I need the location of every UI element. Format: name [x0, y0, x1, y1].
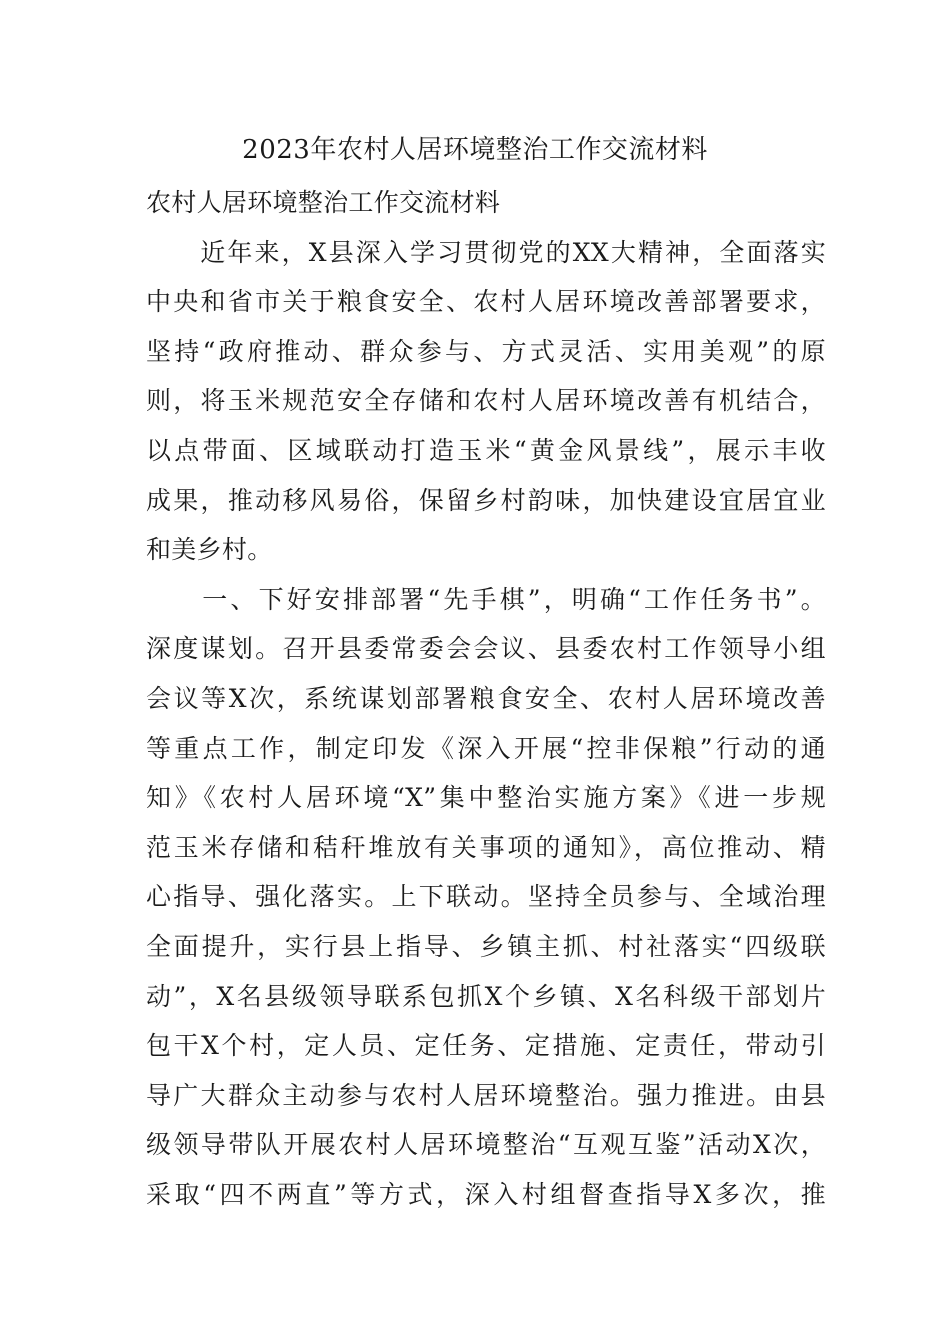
paragraph-line: 全面提升，实行县上指导、乡镇主抓、村社落实“四级联: [146, 931, 826, 961]
paragraph-line: 中央和省市关于粮食安全、农村人居环境改善部署要求，: [146, 287, 826, 317]
paragraph-line: 则，将玉米规范安全存储和农村人居环境改善有机结合，: [146, 386, 826, 416]
paragraph-line: 心指导、强化落实。上下联动。坚持全员参与、全域治理: [146, 882, 826, 912]
paragraph-line: 采取“四不两直”等方式，深入村组督查指导X多次，推: [146, 1179, 826, 1209]
paragraph-line: 以点带面、区域联动打造玉米“黄金风景线”，展示丰收: [146, 435, 826, 465]
paragraph-line: 会议等X次，系统谋划部署粮食安全、农村人居环境改善: [146, 683, 826, 713]
document-subtitle: 农村人居环境整治工作交流材料: [146, 188, 501, 217]
document-body: [146, 178, 826, 1219]
paragraph-line: 知》《农村人居环境“X”集中整治实施方案》《进一步规: [146, 783, 826, 813]
paragraph-line: 坚持“政府推动、群众参与、方式灵活、实用美观”的原: [146, 336, 826, 366]
paragraph-line: 等重点工作，制定印发《深入开展“控非保粮”行动的通: [146, 733, 826, 763]
paragraph-line: 深度谋划。召开县委常委会会议、县委农村工作领导小组: [146, 634, 826, 664]
paragraph-line: 范玉米存储和秸秆堆放有关事项的通知》，高位推动、精: [146, 832, 826, 862]
paragraph-line: 和美乡村。: [146, 535, 273, 565]
section-heading: 一、下好安排部署“先手棋”，明确“工作任务书”。: [146, 584, 826, 614]
paragraph-line: 导广大群众主动参与农村人居环境整治。强力推进。由县: [146, 1080, 826, 1110]
paragraph-line: 近年来，X县深入学习贯彻党的XX大精神，全面落实: [146, 237, 826, 267]
paragraph-line: 成果，推动移风易俗，保留乡村韵味，加快建设宜居宜业: [146, 485, 826, 515]
paragraph-line: 级领导带队开展农村人居环境整治“互观互鉴”活动X次，: [146, 1130, 826, 1160]
paragraph-line: 动”，X名县级领导联系包抓X个乡镇、X名科级干部划片: [146, 981, 826, 1011]
paragraph-line: 包干X个村，定人员、定任务、定措施、定责任，带动引: [146, 1031, 826, 1061]
document-title: 2023年农村人居环境整治工作交流材料: [242, 135, 708, 165]
